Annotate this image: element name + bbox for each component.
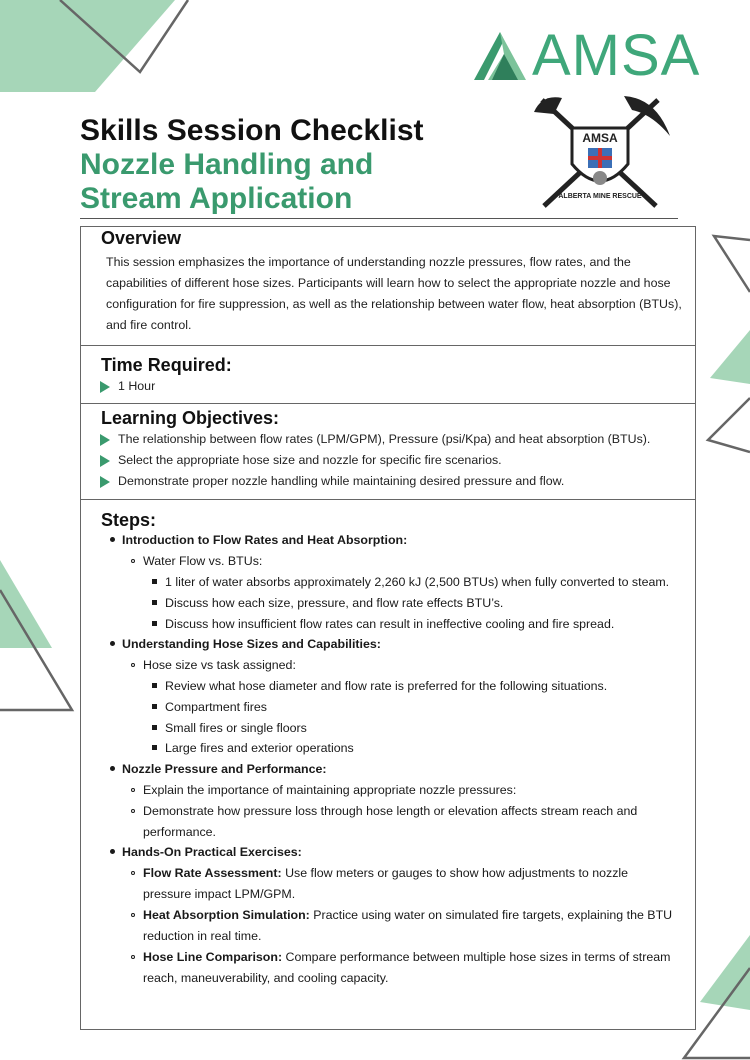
- right-outline-triangle-2: [708, 398, 750, 452]
- overview-text: This session emphasizes the importance of understanding nozzle pressures, flow rates, and the capabilities of different hose sizes. Participants will learn how to select the appropriate nozzle and hose configuration for fire suppression, as well as the relationship between water flow, heat absorption (BTUs), and fire control.: [106, 255, 682, 332]
- arrow-bullet-icon: [100, 476, 110, 488]
- step-subitem: Explain the importance of maintaining appropriate nozzle pressures:: [143, 783, 517, 797]
- time-heading: Time Required:: [101, 355, 232, 375]
- mine-rescue-emblem: [528, 94, 672, 212]
- right-triangle: [710, 330, 750, 384]
- objective-item: [100, 429, 650, 449]
- bullet-circle-icon: [131, 663, 135, 667]
- amsa-wordmark: AMSA: [532, 23, 701, 88]
- title-rule: [80, 218, 678, 219]
- exercise-item: [143, 863, 673, 905]
- emblem-ring-text: ALBERTA MINE RESCUE: [558, 193, 642, 200]
- step-subitem: Demonstrate how pressure loss through hose length or elevation affects stream reach and performance.: [143, 804, 638, 839]
- step-detail: Discuss how insufficient flow rates can result in ineffective cooling and fire spread.: [165, 617, 615, 631]
- objective-item: [100, 450, 502, 470]
- exercise-text: Practice using water on simulated fire targets, explaining the BTU reduction in real time.: [143, 908, 673, 943]
- objective-item: [100, 471, 564, 491]
- steps-heading: Steps:: [101, 510, 157, 530]
- exercise-text: Compare performance between multiple hose sizes in terms of stream reach, maneuverability, and cooling capacity.: [143, 950, 671, 985]
- left-outline-triangle: [0, 590, 72, 710]
- exercise-label: Hose Line Comparison:: [143, 950, 283, 964]
- divider-overview: [80, 345, 696, 346]
- step-title: Nozzle Pressure and Performance:: [122, 762, 327, 776]
- page-subtitle: [80, 148, 500, 216]
- overview-heading: Overview: [101, 228, 182, 248]
- step-detail: 1 liter of water absorbs approximately 2,260 kJ (2,500 BTUs) when fully converted to steam.: [165, 575, 670, 589]
- subtitle-line-1: Nozzle Handling and: [80, 148, 374, 181]
- step-detail: Compartment fires: [165, 700, 267, 714]
- top-left-triangle: [0, 0, 175, 92]
- bullet-circle-icon: [131, 559, 135, 563]
- bullet-circle-icon: [131, 788, 135, 792]
- step-detail: Large fires and exterior operations: [165, 741, 354, 755]
- bullet-circle-icon: [131, 955, 135, 959]
- bullet-circle-icon: [131, 913, 135, 917]
- time-value: 1 Hour: [118, 379, 156, 393]
- step-title: Introduction to Flow Rates and Heat Absorption:: [122, 533, 408, 547]
- step-detail: Small fires or single floors: [165, 721, 307, 735]
- exercise-item: [143, 905, 683, 947]
- bullet-square-icon: [152, 745, 157, 750]
- exercise-label: Flow Rate Assessment:: [143, 866, 282, 880]
- objective-text: The relationship between flow rates (LPM/GPM), Pressure (psi/Kpa) and heat absorption (BTUs).: [118, 432, 651, 446]
- bullet-square-icon: [152, 579, 157, 584]
- bullet-square-icon: [152, 683, 157, 688]
- bullet-dot-icon: [110, 641, 115, 646]
- bullet-dot-icon: [110, 537, 115, 542]
- bullet-circle-icon: [131, 871, 135, 875]
- exercise-item: [143, 947, 683, 989]
- step-subitem: Water Flow vs. BTUs:: [143, 554, 263, 568]
- bullet-circle-icon: [131, 809, 135, 813]
- emblem-label: AMSA: [582, 131, 618, 145]
- right-outline-triangle: [714, 236, 750, 292]
- step-title: Hands-On Practical Exercises:: [122, 845, 302, 859]
- bottom-right-triangle: [700, 935, 750, 1010]
- bullet-dot-icon: [110, 766, 115, 771]
- objectives-heading: Learning Objectives:: [101, 408, 280, 428]
- step-detail: Review what hose diameter and flow rate is preferred for the following situations.: [165, 679, 608, 693]
- exercise-label: Heat Absorption Simulation:: [143, 908, 310, 922]
- divider-time: [80, 403, 696, 404]
- bullet-square-icon: [152, 725, 157, 730]
- subtitle-line-2: Stream Application: [80, 182, 353, 215]
- arrow-bullet-icon: [100, 434, 110, 446]
- time-item: [100, 376, 155, 396]
- bullet-square-icon: [152, 704, 157, 709]
- arrow-bullet-icon: [100, 381, 110, 393]
- step-title: Understanding Hose Sizes and Capabilities:: [122, 637, 381, 651]
- step-detail: Discuss how each size, pressure, and flow rate effects BTU’s.: [165, 596, 504, 610]
- page-title: Skills Session Checklist: [80, 114, 424, 147]
- bullet-dot-icon: [110, 849, 115, 854]
- objective-text: Select the appropriate hose size and nozzle for specific fire scenarios.: [118, 453, 502, 467]
- objective-text: Demonstrate proper nozzle handling while maintaining desired pressure and flow.: [118, 474, 565, 488]
- step-subitem: Hose size vs task assigned:: [143, 658, 296, 672]
- bullet-square-icon: [152, 600, 157, 605]
- divider-objectives: [80, 499, 696, 500]
- bullet-square-icon: [152, 621, 157, 626]
- arrow-bullet-icon: [100, 455, 110, 467]
- exercise-text: Use flow meters or gauges to show how adjustments to nozzle pressure impact LPM/GPM.: [143, 866, 629, 901]
